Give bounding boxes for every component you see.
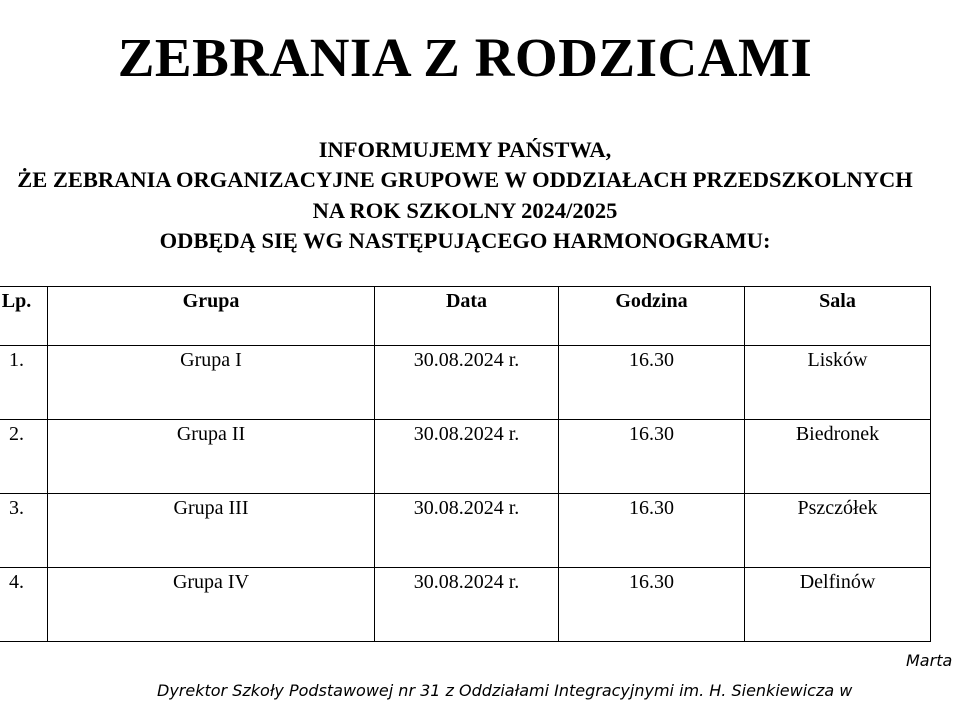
header-grupa: Grupa <box>48 287 375 346</box>
cell-sala: Lisków <box>745 346 931 420</box>
cell-data: 30.08.2024 r. <box>375 346 559 420</box>
cell-godzina: 16.30 <box>559 494 745 568</box>
table-row <box>0 568 931 642</box>
schedule-table <box>0 286 931 642</box>
header-sala: Sala <box>745 287 931 346</box>
cell-lp: 1. <box>0 346 48 420</box>
notice-line-1: INFORMUJEMY PAŃSTWA, <box>318 137 612 162</box>
cell-grupa: Grupa I <box>48 346 375 420</box>
table-header-row <box>0 287 931 346</box>
cell-grupa: Grupa IV <box>48 568 375 642</box>
table-row <box>0 420 931 494</box>
cell-sala: Biedronek <box>745 420 931 494</box>
notice-line-3: NA ROK SZKOLNY 2024/2025 <box>312 198 618 223</box>
header-lp: Lp. <box>0 287 48 346</box>
cell-godzina: 16.30 <box>559 568 745 642</box>
cell-sala: Delfinów <box>745 568 931 642</box>
header-godzina: Godzina <box>559 287 745 346</box>
signature-name: Marta <box>906 651 953 670</box>
cell-lp: 3. <box>0 494 48 568</box>
cell-sala: Pszczółek <box>745 494 931 568</box>
cell-data: 30.08.2024 r. <box>375 420 559 494</box>
table-row <box>0 494 931 568</box>
page-title: ZEBRANIA Z RODZICAMI <box>117 27 813 88</box>
cell-lp: 2. <box>0 420 48 494</box>
cell-lp: 4. <box>0 568 48 642</box>
table-row <box>0 346 931 420</box>
cell-godzina: 16.30 <box>559 420 745 494</box>
cell-grupa: Grupa II <box>48 420 375 494</box>
notice-line-4: ODBĘDĄ SIĘ WG NASTĘPUJĄCEGO HARMONOGRAMU: <box>159 228 771 253</box>
signature-role: Dyrektor Szkoły Podstawowej nr 31 z Oddziałami Integracyjnymi im. H. Sienkiewicza w <box>157 681 853 700</box>
cell-data: 30.08.2024 r. <box>375 568 559 642</box>
notice-line-2: ŻE ZEBRANIA ORGANIZACYJNE GRUPOWE W ODDZIAŁACH PRZEDSZKOLNYCH <box>17 167 913 192</box>
cell-data: 30.08.2024 r. <box>375 494 559 568</box>
cell-grupa: Grupa III <box>48 494 375 568</box>
header-data: Data <box>375 287 559 346</box>
cell-godzina: 16.30 <box>559 346 745 420</box>
